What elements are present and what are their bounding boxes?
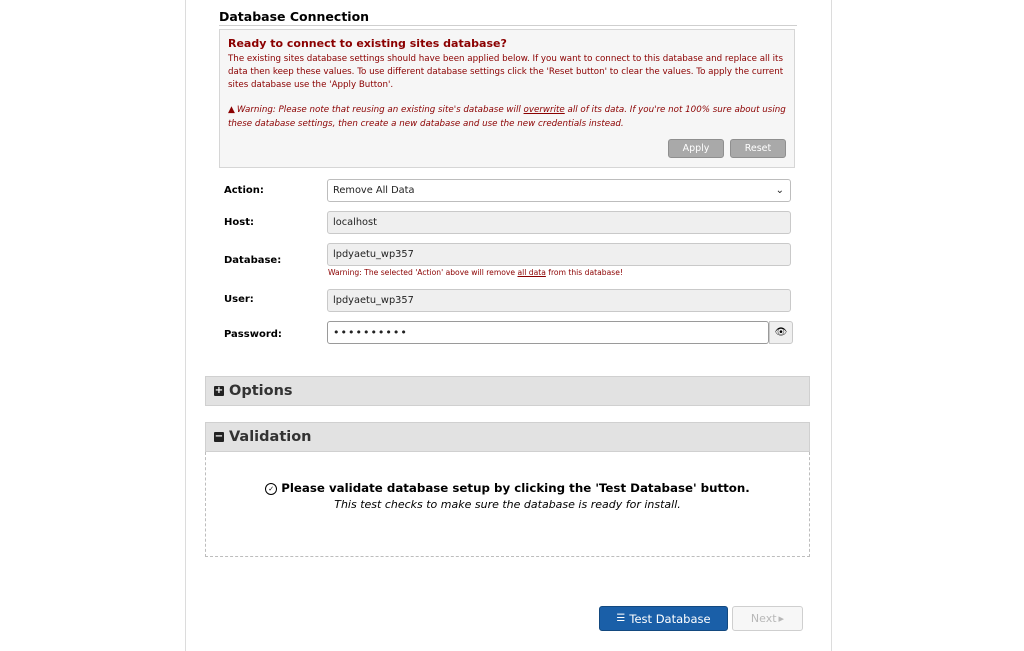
notice-title: Ready to connect to existing sites database? [228,37,507,50]
show-password-button[interactable] [769,321,793,344]
user-input[interactable]: lpdyaetu_wp357 [327,289,791,312]
db-warning-pre: Warning: The selected 'Action' above will remove [328,268,518,277]
notice-warning-link: overwrite [523,105,565,115]
next-button[interactable] [732,606,803,631]
reset-button[interactable]: Reset [730,139,786,158]
db-warning-link: all data [517,268,546,277]
eye-icon: 👁 [774,327,788,338]
minus-square-icon: − [214,431,224,442]
warning-triangle-icon: ▲ [228,105,235,115]
existing-db-notice [219,29,795,168]
validation-panel-header[interactable] [205,422,810,452]
notice-warning-post: all of its data. If you're not 100% sure about using these database settings, then create a new database and use the new credentials instead. [228,105,786,129]
host-input[interactable]: localhost [327,211,791,234]
options-title: Options [229,383,293,399]
section-divider [219,25,797,26]
notice-body: The existing sites database settings should have been applied below. If you want to connect to this database and replace all its data then keep these values. To use different database settings click the 'Reset button' to clear the values. To apply the current sites database use the 'Apply Button'. [228,54,784,90]
db-warning-post: from this database! [545,268,623,277]
notice-warning [228,104,786,131]
action-select-value: Remove All Data [333,185,415,196]
database-label: Database: [224,255,282,266]
database-icon: ☰ [616,613,626,624]
validation-message: Please validate database setup by clicking the 'Test Database' button. [281,481,750,495]
validation-message-line [206,481,809,495]
validation-submessage: This test checks to make sure the database is ready for install. [334,498,681,511]
section-title: Database Connection [219,9,370,24]
action-label: Action: [224,185,264,196]
plus-square-icon: + [214,385,224,396]
database-action-warning [328,268,623,277]
notice-buttons [668,139,786,158]
chevron-down-icon: ⌄ [775,185,784,196]
notice-warning-pre: Warning: Please note that reusing an existing site's database will [236,105,524,115]
action-select[interactable] [327,179,791,202]
user-label: User: [224,294,254,305]
validation-title: Validation [229,429,312,445]
options-panel-header[interactable] [205,376,810,406]
test-database-label: Test Database [629,611,711,626]
apply-button[interactable]: Apply [668,139,724,158]
host-label: Host: [224,217,254,228]
password-input[interactable]: •••••••••• [327,321,769,344]
next-label: Next [750,612,777,625]
password-label: Password: [224,329,282,340]
check-circle-icon: ✓ [265,483,277,495]
test-database-button[interactable] [599,606,728,631]
validation-panel-body [205,452,810,557]
database-input[interactable]: lpdyaetu_wp357 [327,243,791,266]
caret-right-icon: ▸ [778,612,785,625]
